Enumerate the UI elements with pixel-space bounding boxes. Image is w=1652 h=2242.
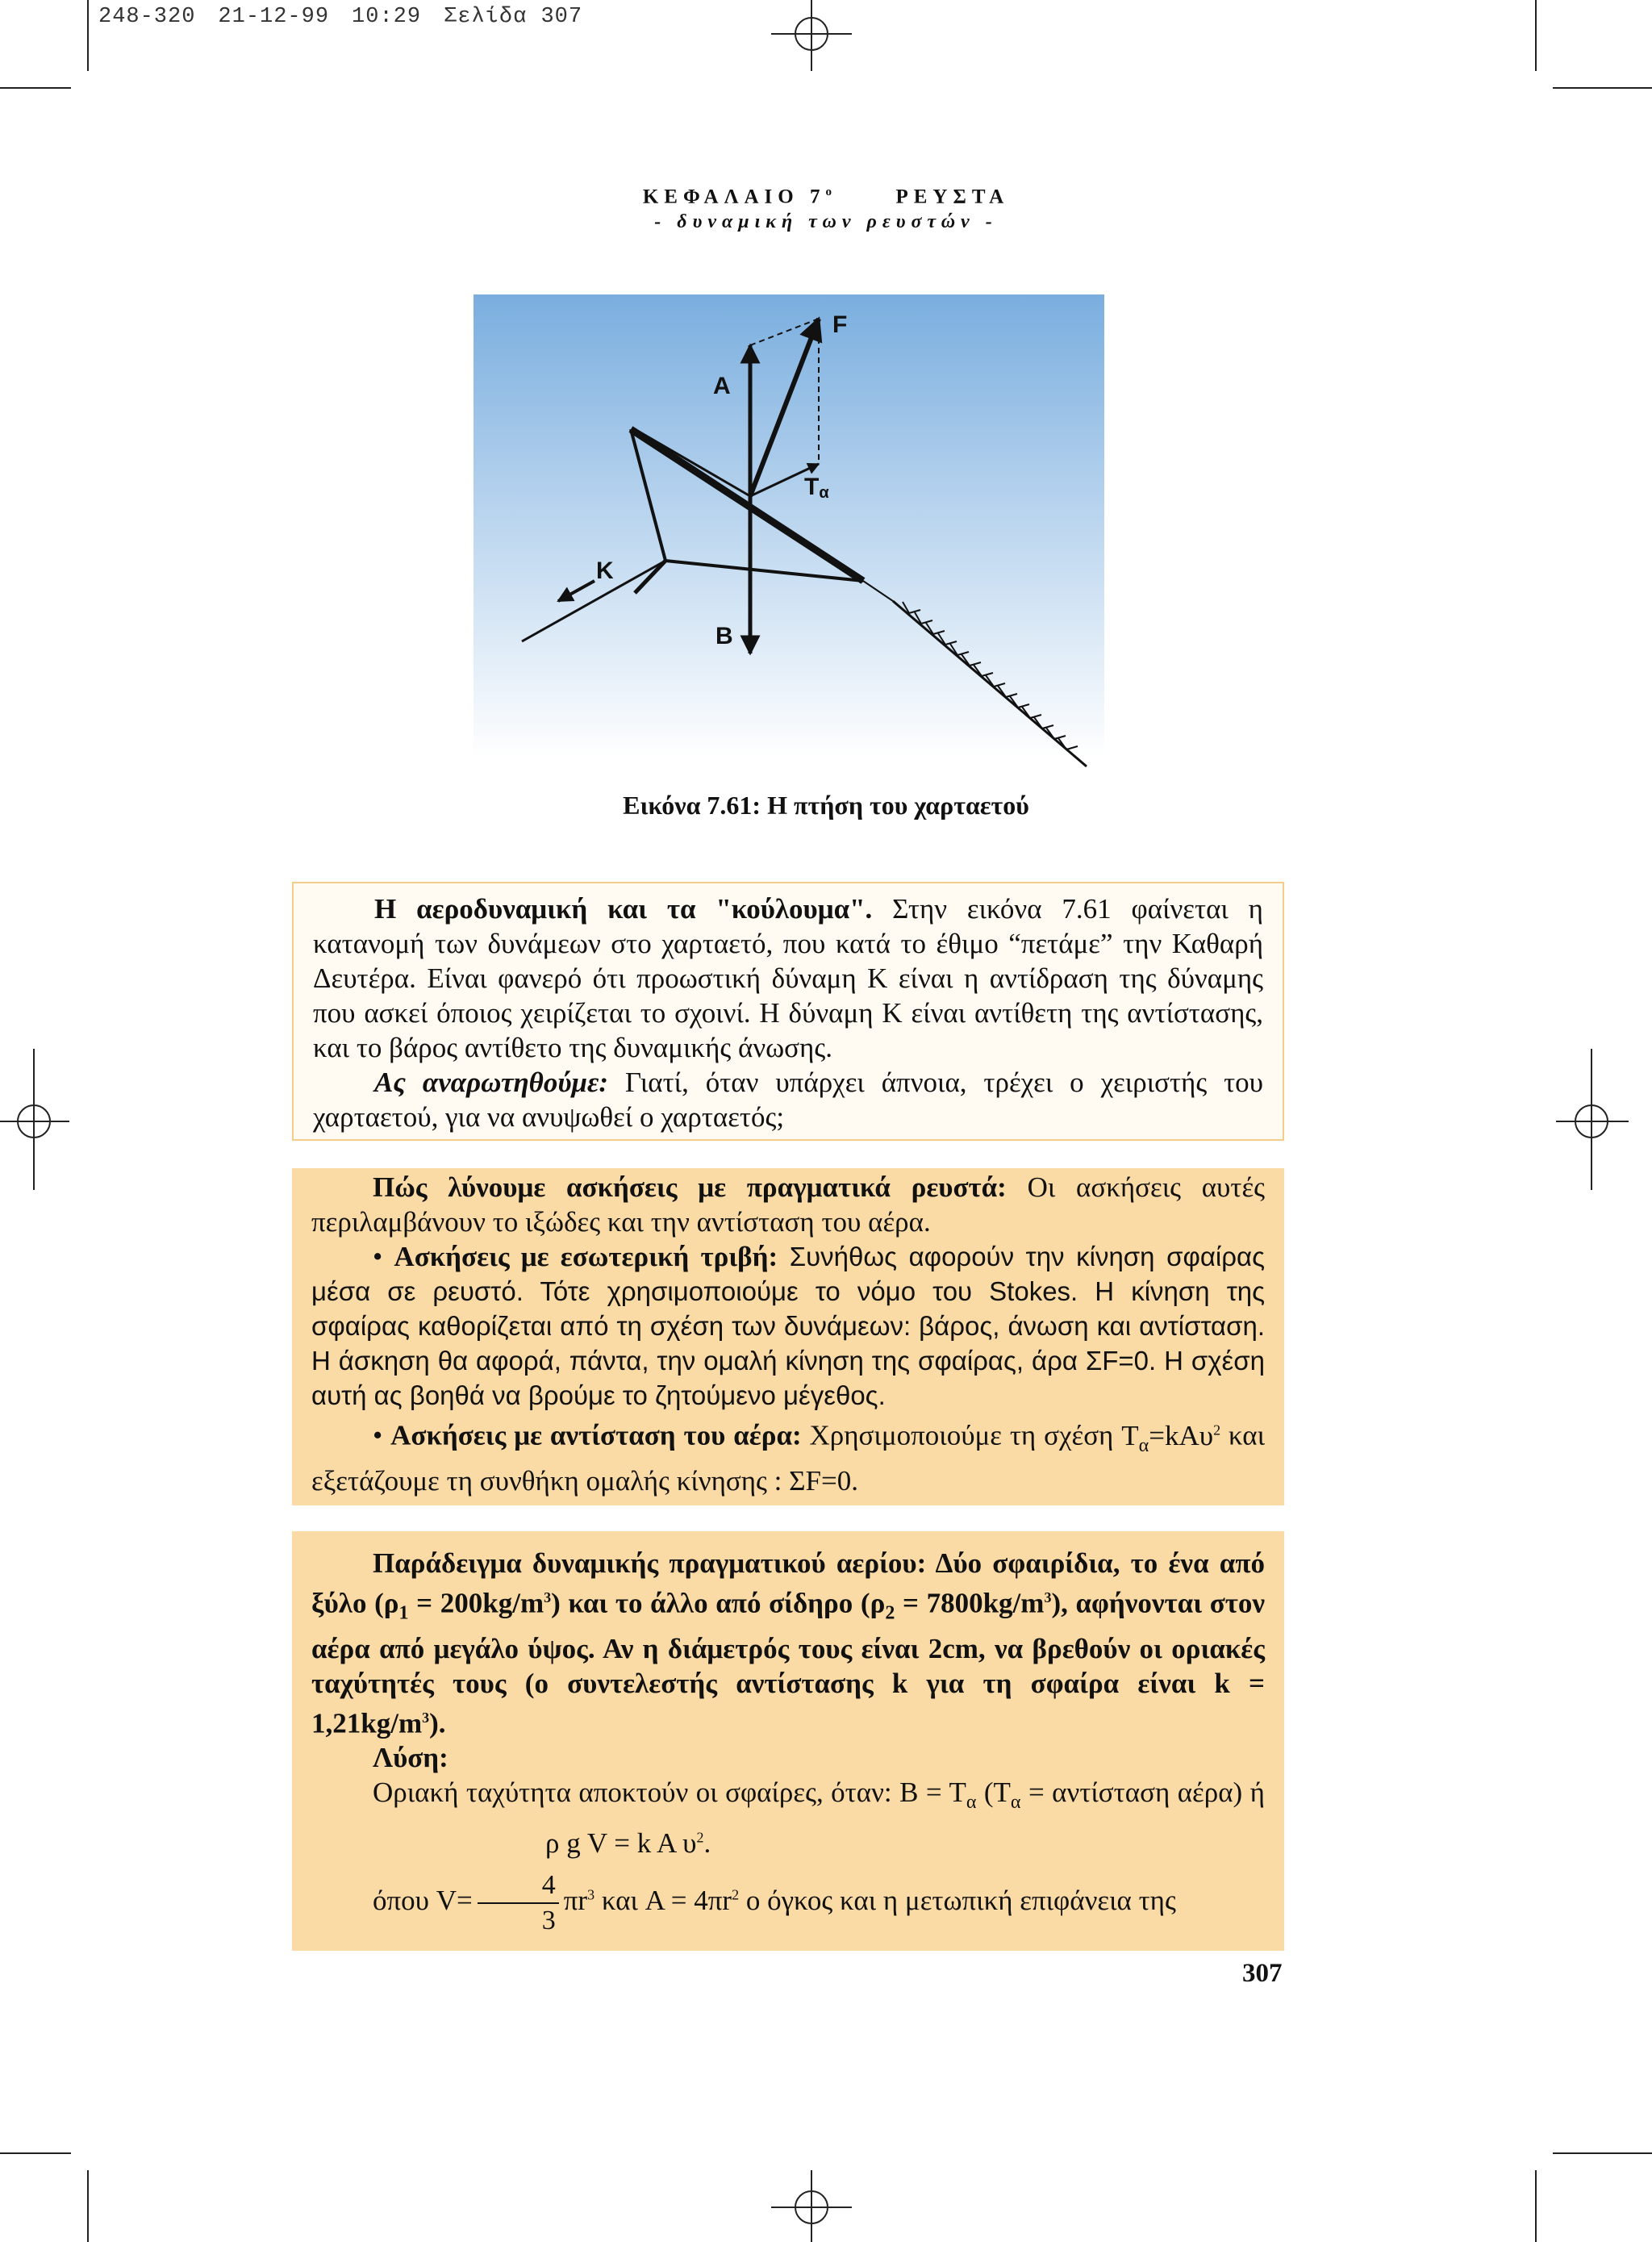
printer-date: 21-12-99 bbox=[218, 5, 330, 29]
printer-code: 248-320 bbox=[98, 5, 196, 29]
air-resistance-text: Χρησιμοποιούμε τη σχέση bbox=[801, 1419, 1114, 1451]
kite-question-paragraph bbox=[313, 1065, 1263, 1134]
kite-aerodynamics-box bbox=[292, 882, 1284, 1141]
bullet-icon: • bbox=[373, 1241, 383, 1272]
question-text: Γιατί, όταν υπάρχει άπνοια, τρέχει ο χειριστής του χαρταετού, για να ανυψωθεί ο χαρταετός; bbox=[313, 1067, 1263, 1133]
chapter-subject: ΡΕΥΣΤΑ bbox=[895, 186, 1010, 208]
label-T: Tα bbox=[804, 474, 829, 502]
drag-formula: $T_\alpha=kA\upsilon^2$ bbox=[1121, 1419, 1221, 1456]
real-fluids-box bbox=[292, 1168, 1284, 1505]
label-F: F bbox=[832, 311, 848, 338]
volume-area-line: όπου V= $\frac{4}{3}$ $\pi r^3$ και $A = 4\pi r^2$ ο όγκος και η μετωπική επιφάνεια της bbox=[373, 1869, 1176, 1935]
chapter-subtitle: - δυναμική των ρευστών - bbox=[654, 211, 998, 232]
registration-mark-bottom bbox=[766, 2170, 855, 2242]
solution-line: Οριακή ταχύτητα αποκτούν οι σφαίρες, όταν: $B = T_\alpha$ ($T_\alpha = \alpha\nu\tau ί\sigma\tau\alpha\sigma\eta$ αέρα) ήρ g V = k A $\upsilon^2$. bbox=[373, 1776, 1265, 1859]
kite-force-diagram bbox=[473, 294, 1104, 779]
solution-label: Λύση: bbox=[373, 1742, 448, 1774]
four-thirds-fraction: $\frac{4}{3}$ bbox=[478, 1872, 559, 1935]
kite-text: Στην εικόνα 7.61 φαίνεται η κατανομή των δυνάμεων στο χαρταετό, που κατά το έθιμο “πετάμε” την Καθαρή Δευτέρα. Είναι φανερό ότι προωστική δύναμη Κ είναι η αντίδραση της δύναμης που ασκεί όποιος χειρίζεται το σχοινί. Η δύναμη Κ είναι αντίθετη της αντίστασης, και το βάρος αντίθετο της δυναμικής άνωσης. bbox=[313, 893, 1263, 1063]
registration-mark-left bbox=[0, 1049, 73, 1194]
label-B: B bbox=[715, 623, 733, 649]
internal-friction-text: Συνήθως αφορούν την κίνηση σφαίρας μέσα σε ρευστό. Τότε χρησιμοποιούμε το νόμο του Stokes. Η κίνηση της σφαίρας καθορίζεται από τη σχέση των δυνάμεων: βάρος, άνωση και αντίσταση. Η άσκηση θα αφορά, πάντα, την ομαλή κίνηση της σφαίρας, άρα ΣF=0. Η σχέση αυτή ας βοηθά να βρούμε το ζητούμενο μέγεθος. bbox=[311, 1242, 1266, 1410]
real-fluids-title: Πώς λύνουμε ασκήσεις με πραγματικά ρευστά: bbox=[373, 1171, 1007, 1203]
real-fluids-intro bbox=[311, 1168, 1265, 1239]
chapter-ordinal: ο bbox=[825, 186, 832, 198]
chapter-header bbox=[0, 186, 1652, 208]
page-number: 307 bbox=[1242, 1959, 1283, 1988]
registration-mark-right bbox=[1553, 1049, 1652, 1194]
example-title: Παράδειγμα δυναμικής πραγματικού αερίου: bbox=[373, 1547, 927, 1579]
label-A: A bbox=[713, 373, 731, 399]
internal-friction-title: Ασκήσεις με εσωτερική τριβή: bbox=[394, 1241, 778, 1272]
chapter-label: ΚΕΦΑΛΑΙΟ 7 bbox=[642, 186, 826, 208]
printer-page-label: Σελίδα 307 bbox=[444, 5, 583, 29]
internal-friction-item bbox=[311, 1239, 1265, 1413]
air-resistance-tail: και εξετάζουμε τη συνθήκη ομαλής κίνησης : ΣF=0. bbox=[311, 1419, 1266, 1497]
printer-time: 10:29 bbox=[352, 5, 422, 29]
sky-background bbox=[473, 294, 1104, 758]
figure-caption: Εικόνα 7.61: Η πτήση του χαρταετού bbox=[623, 791, 1029, 820]
question-label: Ας αναρωτηθούμε: bbox=[374, 1067, 608, 1098]
bullet-icon: • bbox=[373, 1419, 383, 1451]
example-box bbox=[292, 1531, 1284, 1951]
real-fluids-intro-text: Οι ασκήσεις αυτές περιλαμβάνουν το ιξώδες και την αντίσταση του αέρα. bbox=[311, 1171, 1265, 1238]
solution-equation: ρ g V = k A $\upsilon^2$. bbox=[545, 1827, 711, 1859]
printer-slug bbox=[98, 5, 605, 29]
registration-mark-top bbox=[766, 0, 855, 73]
label-K: K bbox=[596, 557, 614, 584]
air-resistance-item bbox=[311, 1413, 1265, 1498]
example-statement: Παράδειγμα δυναμικής πραγματικού αερίου: Δύο σφαιρίδια, το ένα από ξύλο $(\rho_1 = 200kg/m^3)$ και το άλλο από σίδηρο $(\rho_2 = 7800kg/m^3)$, αφήνονται στον αέρα από μεγάλο ύψος. Αν η διάμετρός τους είναι 2cm, να βρεθούν οι οριακές ταχύτητές τους (ο συντελεστής αντίστασης k για τη σφαίρα είναι $k = 1,21kg/m^3$). bbox=[311, 1547, 1266, 1739]
kite-title: Η αεροδυναμική και τα "κούλουμα". bbox=[374, 893, 873, 925]
air-resistance-title: Ασκήσεις με αντίσταση του αέρα: bbox=[390, 1419, 802, 1451]
kite-paragraph bbox=[313, 891, 1263, 1065]
